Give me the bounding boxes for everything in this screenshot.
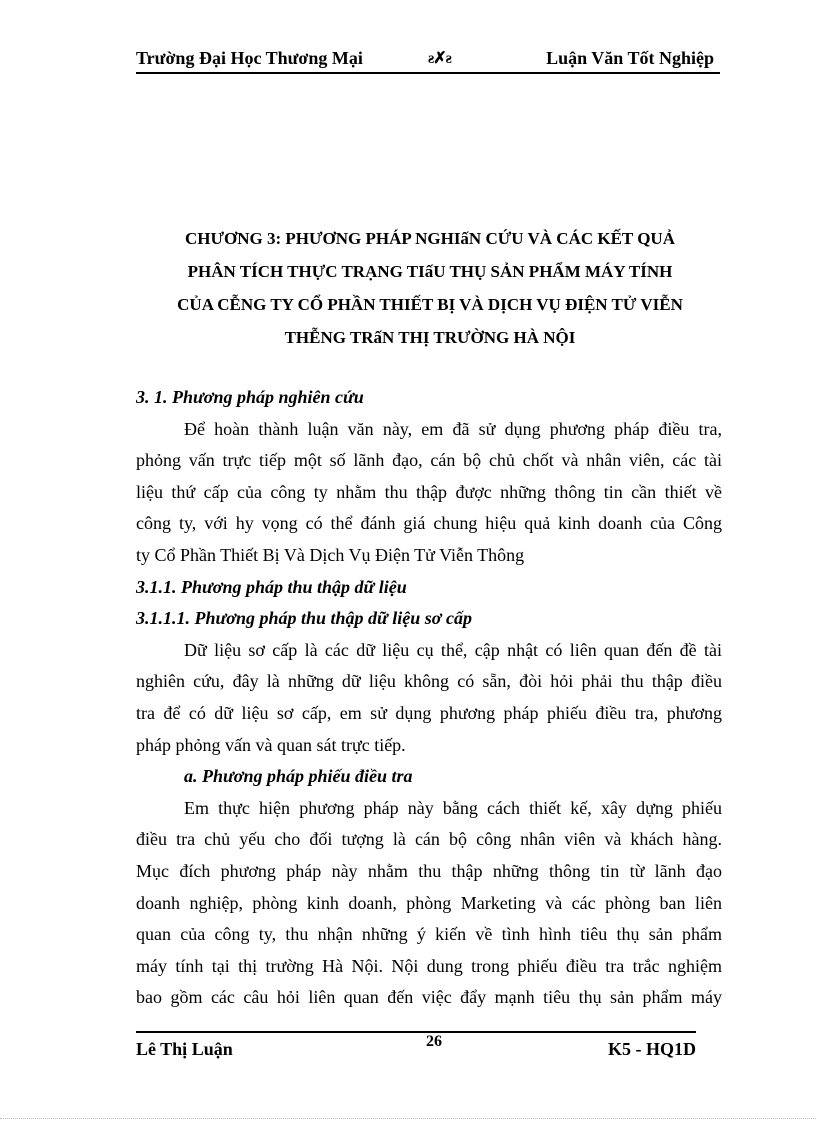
paragraph-line: quan của công ty, thu nhận những ý kiến về tình hình tiêu thụ sản phẩm — [136, 924, 722, 945]
document-body — [136, 382, 722, 1014]
chapter-title — [130, 222, 730, 354]
paragraph-line: phỏng vấn trực tiếp một số lãnh đạo, cán bộ chủ chốt và nhân viên, các tài — [136, 450, 722, 471]
paragraph-line: nghiên cứu, đây là những dữ liệu không có sẵn, đòi hỏi phải thu thập điều — [136, 671, 722, 692]
section-heading-3-1-1-1: 3.1.1.1. Phương pháp thu thập dữ liệu sơ cấp — [136, 608, 472, 629]
header-school-name: Trường Đại Học Thương Mại — [136, 48, 363, 68]
paragraph-line: Để hoàn thành luận văn này, em đã sử dụng phương pháp điều tra, — [184, 418, 722, 439]
header-document-type: Luận Văn Tốt Nghiệp — [546, 48, 714, 68]
subsection-heading-a: a. Phương pháp phiếu điều tra — [184, 766, 413, 787]
paragraph-line: ty Cổ Phần Thiết Bị Và Dịch Vụ Điện Tử Viễn Thông — [136, 544, 525, 565]
paragraph-line: máy tính tại thị trường Hà Nội. Nội dung trong phiếu điều tra trắc nghiệm — [136, 955, 722, 976]
paragraph-line: Mục đích phương pháp này nhằm thu thập những thông tin từ lãnh đạo — [136, 860, 722, 881]
section-heading-3-1: 3. 1. Phương pháp nghiên cứu — [136, 387, 364, 407]
section-heading-3-1-1: 3.1.1. Phương pháp thu thập dữ liệu — [136, 576, 407, 597]
paragraph-line: công ty, với hy vọng có thể đánh giá chung hiệu quả kinh doanh của Công — [136, 513, 722, 534]
paragraph-line: điều tra chủ yếu cho đối tượng là cán bộ công nhân viên và khách hàng. — [136, 829, 722, 850]
chapter-title-line: CHƯƠNG 3: PHƯƠNG PHÁP NGHIấN CỨU VÀ CÁC KẾT QUẢ — [184, 229, 675, 248]
footer-author-name: Lê Thị Luận — [136, 1039, 233, 1059]
page-header — [136, 48, 720, 74]
paragraph-line: pháp phỏng vấn và quan sát trực tiếp. — [136, 734, 406, 755]
chapter-title-line: CỦA CỄNG TY CỔ PHẦN THIẾT BỊ VÀ DỊCH VỤ ĐIỆN TỬ VIỄN — [177, 295, 683, 314]
paragraph-line: Em thực hiện phương pháp này bằng cách thiết kế, xây dựng phiếu — [184, 797, 722, 818]
chapter-title-line: PHÂN TÍCH THỰC TRẠNG TIấU THỤ SẢN PHẨM MÁY TÍNH — [187, 262, 673, 281]
paragraph-line: doanh nghiệp, phòng kinh doanh, phòng Marketing và các phòng ban liên — [136, 892, 722, 913]
paragraph-line: bao gồm các câu hỏi liên quan đến việc đẩy mạnh tiêu thụ sản phẩm máy — [136, 987, 722, 1008]
paragraph-line: Dữ liệu sơ cấp là các dữ liệu cụ thể, cập nhật có liên quan đến đề tài — [184, 639, 722, 660]
page-bottom-dotted-rule — [0, 1118, 816, 1119]
paragraph-line: tra để có dữ liệu sơ cấp, em sử dụng phương pháp phiếu điều tra, phương — [136, 702, 722, 723]
footer-class-code: K5 - HQ1D — [608, 1039, 696, 1059]
chapter-title-line: THỄNG TRấN THỊ TRƯỜNG HÀ NỘI — [284, 328, 576, 347]
page-footer — [136, 1031, 696, 1063]
paragraph-line: liệu thứ cấp của công ty nhằm thu thập được những thông tin cần thiết về — [136, 481, 722, 502]
page-number: 26 — [426, 1033, 442, 1050]
header-ornament: ƨ✗ƨ — [428, 50, 451, 67]
